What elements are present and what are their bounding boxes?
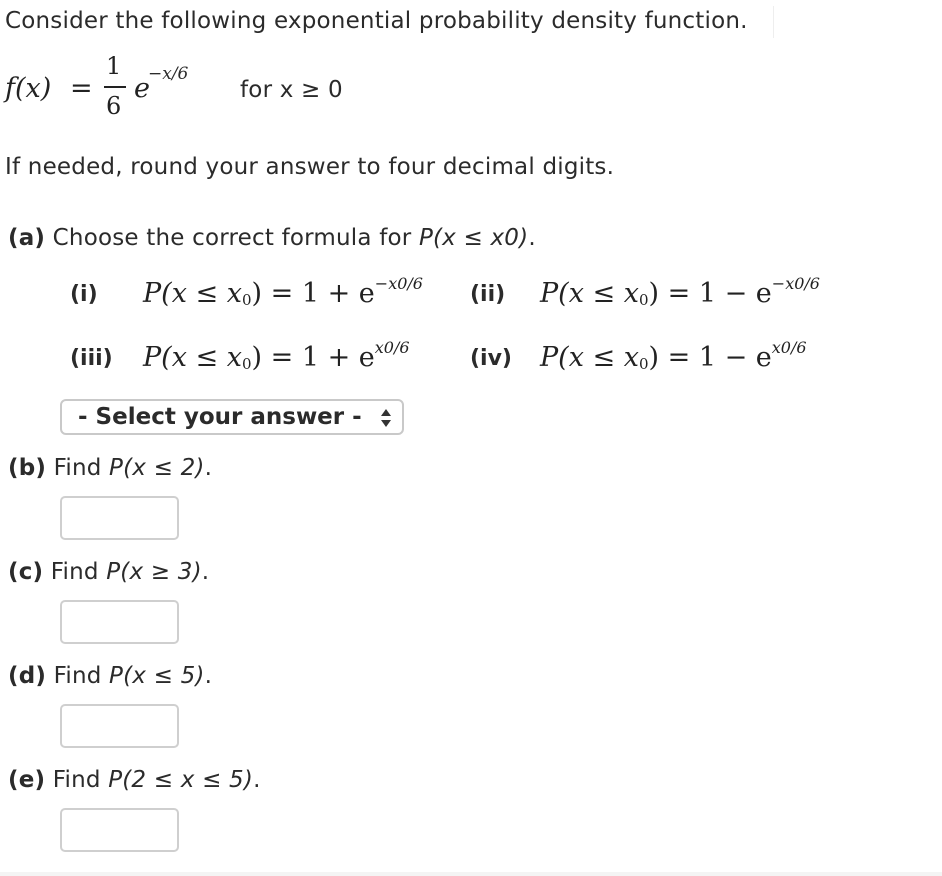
part-d-expr: P(x ≤ 5) <box>109 663 205 689</box>
part-a-text: Choose the correct formula for <box>52 225 419 251</box>
part-e-expr: P(2 ≤ x ≤ 5) <box>108 767 254 793</box>
fraction-bar <box>104 86 126 88</box>
option-i-formula: $P(x \le x_0) = 1 + e^{-x0/6}$ <box>143 274 423 309</box>
pdf-equals: = <box>70 73 93 104</box>
option-iv <box>470 346 512 371</box>
part-c-question: (c) Find P(x ≥ 3). <box>8 559 210 585</box>
part-a-end: . <box>528 225 536 251</box>
part-e-question: (e) Find P(2 ≤ x ≤ 5). <box>8 767 261 793</box>
part-a-expr: P(x ≤ x0) <box>418 225 529 251</box>
pdf-lhs: f(x) <box>5 73 52 104</box>
part-d-tag: (d) <box>8 663 47 689</box>
select-value: - Select your answer - <box>78 404 362 430</box>
option-label: (iii) <box>70 346 113 371</box>
option-iii <box>70 346 113 371</box>
option-ii-formula: $P(x \le x_0) = 1 - e^{-x0/6}$ <box>540 274 820 309</box>
part-d-answer-input[interactable] <box>60 704 179 748</box>
part-a-question <box>8 225 536 251</box>
part-b-expr: P(x ≤ 2) <box>109 455 205 481</box>
part-b-tag: (b) <box>8 455 47 481</box>
part-d-question: (d) Find P(x ≤ 5). <box>8 663 213 689</box>
part-b-answer-input[interactable] <box>60 496 179 540</box>
option-label: (i) <box>70 282 98 307</box>
part-e-answer-input[interactable] <box>60 808 179 852</box>
part-c-tag: (c) <box>8 559 44 585</box>
answer-select[interactable] <box>60 399 404 435</box>
option-iv-formula: $P(x \le x_0) = 1 - e^{x0/6}$ <box>540 338 807 373</box>
option-label: (ii) <box>470 282 506 307</box>
rounding-note: If needed, round your answer to four decimal digits. <box>5 154 615 180</box>
divider-line <box>773 6 774 38</box>
part-c-answer-input[interactable] <box>60 600 179 644</box>
pdf-condition: for x ≥ 0 <box>240 77 343 103</box>
part-a-tag: (a) <box>8 225 46 251</box>
pdf-exponent: −x/6 <box>148 64 189 84</box>
part-c-expr: P(x ≥ 3) <box>106 559 202 585</box>
bottom-divider <box>0 872 942 876</box>
part-e-tag: (e) <box>8 767 46 793</box>
pdf-numerator: 1 <box>106 52 122 80</box>
option-label: (iv) <box>470 346 512 371</box>
select-arrows-icon <box>380 407 392 429</box>
intro-text: Consider the following exponential probability density function. <box>5 8 748 34</box>
pdf-base: e <box>134 73 150 104</box>
pdf-denominator: 6 <box>106 92 122 120</box>
option-ii <box>470 282 505 307</box>
option-iii-formula: $P(x \le x_0) = 1 + e^{x0/6}$ <box>143 338 410 373</box>
part-b-question: (b) Find P(x ≤ 2). <box>8 455 213 481</box>
option-i <box>70 282 98 307</box>
